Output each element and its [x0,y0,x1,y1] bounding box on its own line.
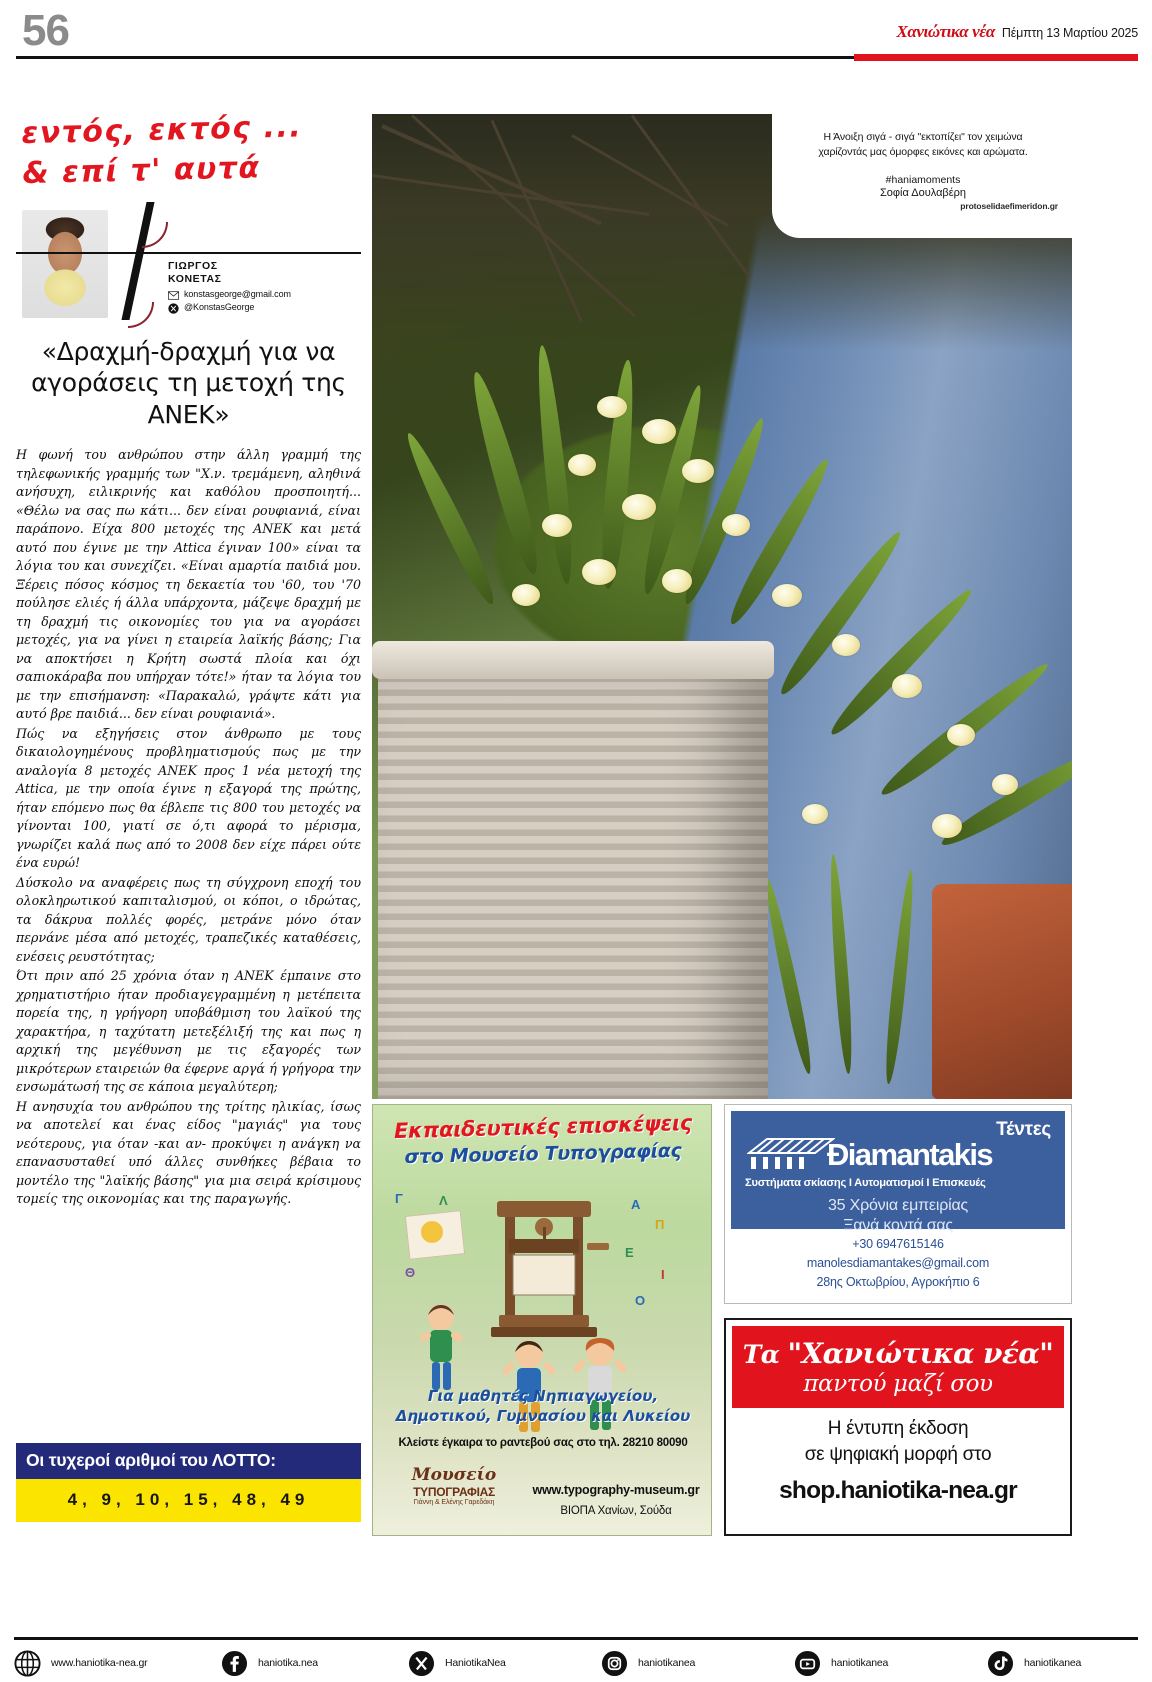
letter-glyph: Ε [625,1245,634,1260]
article-body [16,446,361,1209]
museum-logo-script: Μουσείο [411,1465,497,1485]
flower [772,584,802,607]
leaf [400,429,501,609]
facebook-icon [221,1650,248,1677]
museum-logo-name: ΤΥΠΟΓΡΑΦΙΑΣ [413,1485,495,1499]
flower [722,514,750,536]
lotto-title: Οι τυχεροί αριθμοί του ΛΟΤΤΟ: [16,1443,361,1479]
letter-glyph: Γ [395,1191,403,1206]
terracotta-pot [932,884,1072,1099]
ad-diamantakis-contact [731,1235,1065,1291]
ad-diamantakis-logo-row [747,1137,992,1173]
flower [947,724,975,746]
footer-item-website[interactable] [14,1650,221,1677]
photo-credit-author: Σοφία Δουλαβέρη [879,187,967,200]
opinion-column [16,110,361,1210]
author-email: konstasgeorge@gmail.com [184,288,291,299]
column-logo-line2: & επί τ' αυτά [22,150,261,192]
globe-icon [14,1650,41,1677]
ad-shop-url[interactable]: shop.haniotika-nea.gr [779,1477,1017,1505]
flower [662,569,692,593]
ad-museum-audience: Για μαθητές Νηπιαγωγείου, Δημοτικού, Γυμνασίου και Λυκείου [395,1387,691,1425]
flower [568,454,596,476]
grass-blade [882,869,917,1084]
flower [622,494,656,520]
ad-museum-headline-2: στο Μουσείο Τυπογραφίας [404,1139,682,1169]
ad-diamantakis-tentes: Τέντες [996,1119,1051,1140]
letter-glyph: Θ [405,1265,416,1280]
footer-label: haniotika.nea [258,1657,318,1669]
author-info [168,260,291,312]
museum-logo-subtitle: Γιάννη & Ελένης Γαρεδάκη [413,1499,495,1506]
ad-diamantakis-phone[interactable]: +30 6947615146 [852,1237,944,1251]
ad-shop-title [743,1337,1054,1370]
lotto-numbers: 4, 9, 10, 15, 48, 49 [16,1479,361,1522]
article-paragraph: Πώς να εξηγήσεις στον άνθρωπο με τους δικαιολογημένους προβληματισμούς πως με την αναλογία 8 μετοχές ΑΝΕΚ προς 1 νέα μετοχή της Attica, με την οποία έγινε η εξαγορά της πρώτης, ήταν επόμενο πως θα έβλεπε τις 800 του μετοχές να γίνονται 100, γιατί σε ό,τι αφορά το μέρισμα, γνωρίζει καλά πως από το 2008 δεν είχε πάρει ούτε ένα ευρώ! [16,725,361,871]
footer-social-bar [14,1646,1138,1680]
ad-museum-headline-1: Εκπαιδευτικές επισκέψεις [393,1110,693,1144]
letter-glyph: Ο [635,1293,646,1308]
ad-shop-line1: Η έντυπη έκδοση [827,1418,969,1439]
branch-decoration [381,124,602,225]
footer-label: HaniotikaNea [445,1657,506,1669]
page-number: 56 [22,6,69,55]
sun-illustration [421,1221,443,1243]
photo-credit-source: protoselidaefimeridon.gr [960,201,1058,212]
instagram-icon [601,1650,628,1677]
ad-museum-address: ΒΙΟΠΑ Χανίων, Σούδα [560,1505,672,1517]
flower [932,814,962,838]
author-last-name: ΚΟΝΕΤΑΣ [168,272,222,285]
flower [542,514,572,537]
flower [892,674,922,698]
museum-logo [389,1465,519,1506]
photo-caption-line2: χαρίζοντάς μας όμορφες εικόνες και αρώματα. [818,146,1028,159]
letter-glyph: Α [631,1197,641,1212]
masthead [896,22,1138,42]
feature-photo [372,114,1072,1099]
lotto-box [16,1443,361,1522]
leaf [465,369,546,577]
ad-shop-body [732,1416,1064,1505]
flower [642,419,676,444]
header-rule-black [16,56,854,59]
flower [597,396,627,418]
author-block [16,202,361,320]
flower-pot-rim [372,641,774,679]
author-social-row[interactable] [168,301,291,312]
grass-blade [827,854,855,1074]
flower [682,459,714,483]
photo-hashtag: #haniamoments [885,174,961,187]
ad-typography-museum[interactable] [372,1104,712,1536]
photo-caption [788,130,1058,160]
footer-label: haniotikanea [1024,1657,1082,1669]
footer-label: haniotikanea [638,1657,696,1669]
flower [802,804,828,824]
ad-diamantakis-banner [731,1111,1065,1234]
publication-date: Πέμπτη 13 Μαρτίου 2025 [1001,26,1138,40]
leaf [597,359,639,590]
author-arc-decoration-bottom [128,302,154,328]
flower [832,634,860,656]
letter-glyph: Π [655,1217,665,1232]
x-twitter-icon [408,1650,435,1677]
flower-pot-body [378,654,768,1099]
branch-decoration [411,114,636,317]
footer-item-instagram[interactable] [601,1650,794,1677]
ad-diamantakis-years: 35 Χρόνια εμπειρίας [827,1197,969,1214]
photo-caption-line1: Η Άνοιξη σιγά - σιγά "εκτοπίζει" τον χειμώνα [823,131,1023,143]
column-logo [21,106,362,194]
grass-blade [761,877,816,1076]
tiktok-icon [987,1650,1014,1677]
envelope-icon [168,288,179,299]
article-paragraph: Η φωνή του ανθρώπου στην άλλη γραμμή της τηλεφωνικής γραμμής των "Χ.ν. τρεμάμενη, αληθινά ανήσυχη, ειλικρινής και καθόλου προσποιητή... «Θέλω να σας πω κάτι... δεν είναι ρουφιανιά, είναι παράπονο. Είχα 800 μετοχές της ΑΝΕΚ και μετά αυτό που έγινε με την Attica έγιναν 100» είναι τα λόγια του και συνεχίζει. «Είναι αμαρτία παιδιά μου. Ξέρεις πόσος κόσμος τη δεκαετία του '60, του '70 πούλησε ελιές ή άλλα υπάρχοντα, μάζεψε δραχμή με τη δραχμή τις οικονομίες του για να αγοράσει μετοχές, για να γίνει η εταιρεία λαϊκής βάσης; Για να αποκτήσει η Κρήτη σωστά πλοία και όχι σαπιοκάραβα που υπήρχαν τότε!» ήταν τα λόγια του με την επισήμανση: «Παρακαλώ, γράψτε κάτι για αυτό βρε παιδιά... δεν είναι ρουφιανιά». [16,447,361,722]
letter-glyph: Λ [439,1193,448,1208]
ad-diamantakis[interactable] [724,1104,1072,1304]
ad-diamantakis-tagline: Ξανά κοντά σας [843,1217,953,1234]
ad-shop-banner [732,1326,1064,1408]
x-twitter-icon [168,301,179,312]
article-title: «Δραχμή-δραχμή για να αγοράσεις τη μετοχή της ΑΝΕΚ» [31,336,346,429]
ad-shop-line2: σε ψηφιακή μορφή στο [804,1443,992,1465]
author-handle: @KonstasGeorge [184,301,255,312]
photo-caption-balloon [772,114,1072,238]
author-first-name: ΓΙΩΡΓΟΣ [168,259,218,272]
author-email-row[interactable] [168,288,291,299]
footer-item-x[interactable] [408,1650,601,1677]
footer-item-tiktok[interactable] [987,1650,1081,1677]
page-header [0,0,1152,70]
awning-icon [747,1137,835,1173]
ad-diamantakis-address: 28ης Οκτωβρίου, Αγροκήπιο 6 [816,1274,980,1289]
footer-item-youtube[interactable] [794,1650,987,1677]
ad-diamantakis-services: Συστήματα σκίασης Ι Αυτοματισμοί Ι Επισκευές [745,1177,986,1189]
masthead-title: Χανιώτικα νέα [896,22,995,41]
letter-glyph: Ι [661,1267,665,1282]
ad-shop-title-quoted: "Χανιώτικα νέα" [787,1337,1054,1370]
footer-label: www.haniotika-nea.gr [51,1657,148,1669]
branch-decoration [631,115,751,279]
ad-museum-website[interactable]: www.typography-museum.gr [532,1483,700,1497]
ad-shop-title-prefix: Τα [742,1340,788,1369]
author-photo [22,210,108,318]
article-paragraph: Η ανησυχία του ανθρώπου της τρίτης ηλικίας, ίσως να αποτελεί και ένας είδος "μαγιάς" για τους νεότερους, για όταν -και αν- προκύψει η ανάγκη να επανασυσταθεί υπό άλλες συνθήκες βέβαια το μοντέλο της "λαϊκής βάσης" για μια σειρά κρίσιμους τομείς της οικονομίας και της παραγωγής. [16,1098,361,1207]
youtube-icon [794,1650,821,1677]
author-arc-decoration-top [142,222,168,248]
flower [512,584,540,606]
ad-diamantakis-brand: Điamantakis [827,1137,993,1172]
leaf [937,740,1072,852]
printing-press-illustration [469,1183,619,1353]
ad-shop-subtitle: παντού μαζί σου [803,1371,993,1397]
article-paragraph: Δύσκολο να αναφέρεις πως τη σύγχρονη εποχή του ολοκληρωτικού καπιταλισμού, οι κόποι, ο ιδρώτας, τα δάκρυα πολλές φορές, μετράνε μόνο όταν περνάνε μέσα από μετοχές, τραπεζικές καταθέσεις, ενέσεις ρευστότητας; [16,874,361,964]
ad-museum-booking: Κλείστε έγκαιρα το ραντεβού σας στο τηλ. 28210 80090 [398,1437,688,1449]
header-rule-red [854,54,1138,61]
author-divider [16,252,361,254]
flower [582,559,616,585]
footer-label: haniotikanea [831,1657,889,1669]
column-logo-line1: εντός, εκτός ... [21,109,303,152]
ad-diamantakis-email[interactable]: manolesdiamantakes@gmail.com [806,1255,990,1270]
branch-decoration [491,120,583,322]
article-paragraph: Ότι πριν από 25 χρόνια όταν η ΑΝΕΚ έμπαινε στο χρηματιστήριο ήταν προδιαγεγραμμένη η μετέπειτα πορεία της, η γρήγορη υποβάθμιση του λαϊκού της χαρακτήρα, η ταχύτατη μετεξέλιξή της και πως η αρχική της μεγέθυνση με τις εξαγορές των μικρότερων εταιρειών θα έφερνε αργά ή γρήγορα την ενσωμάτωσή της σε κάποια μεγαλύτερη; [16,968,361,1095]
flower [992,774,1018,795]
footer-item-facebook[interactable] [221,1650,408,1677]
ad-haniotika-nea-digital[interactable] [724,1318,1072,1536]
footer-divider [14,1637,1138,1640]
